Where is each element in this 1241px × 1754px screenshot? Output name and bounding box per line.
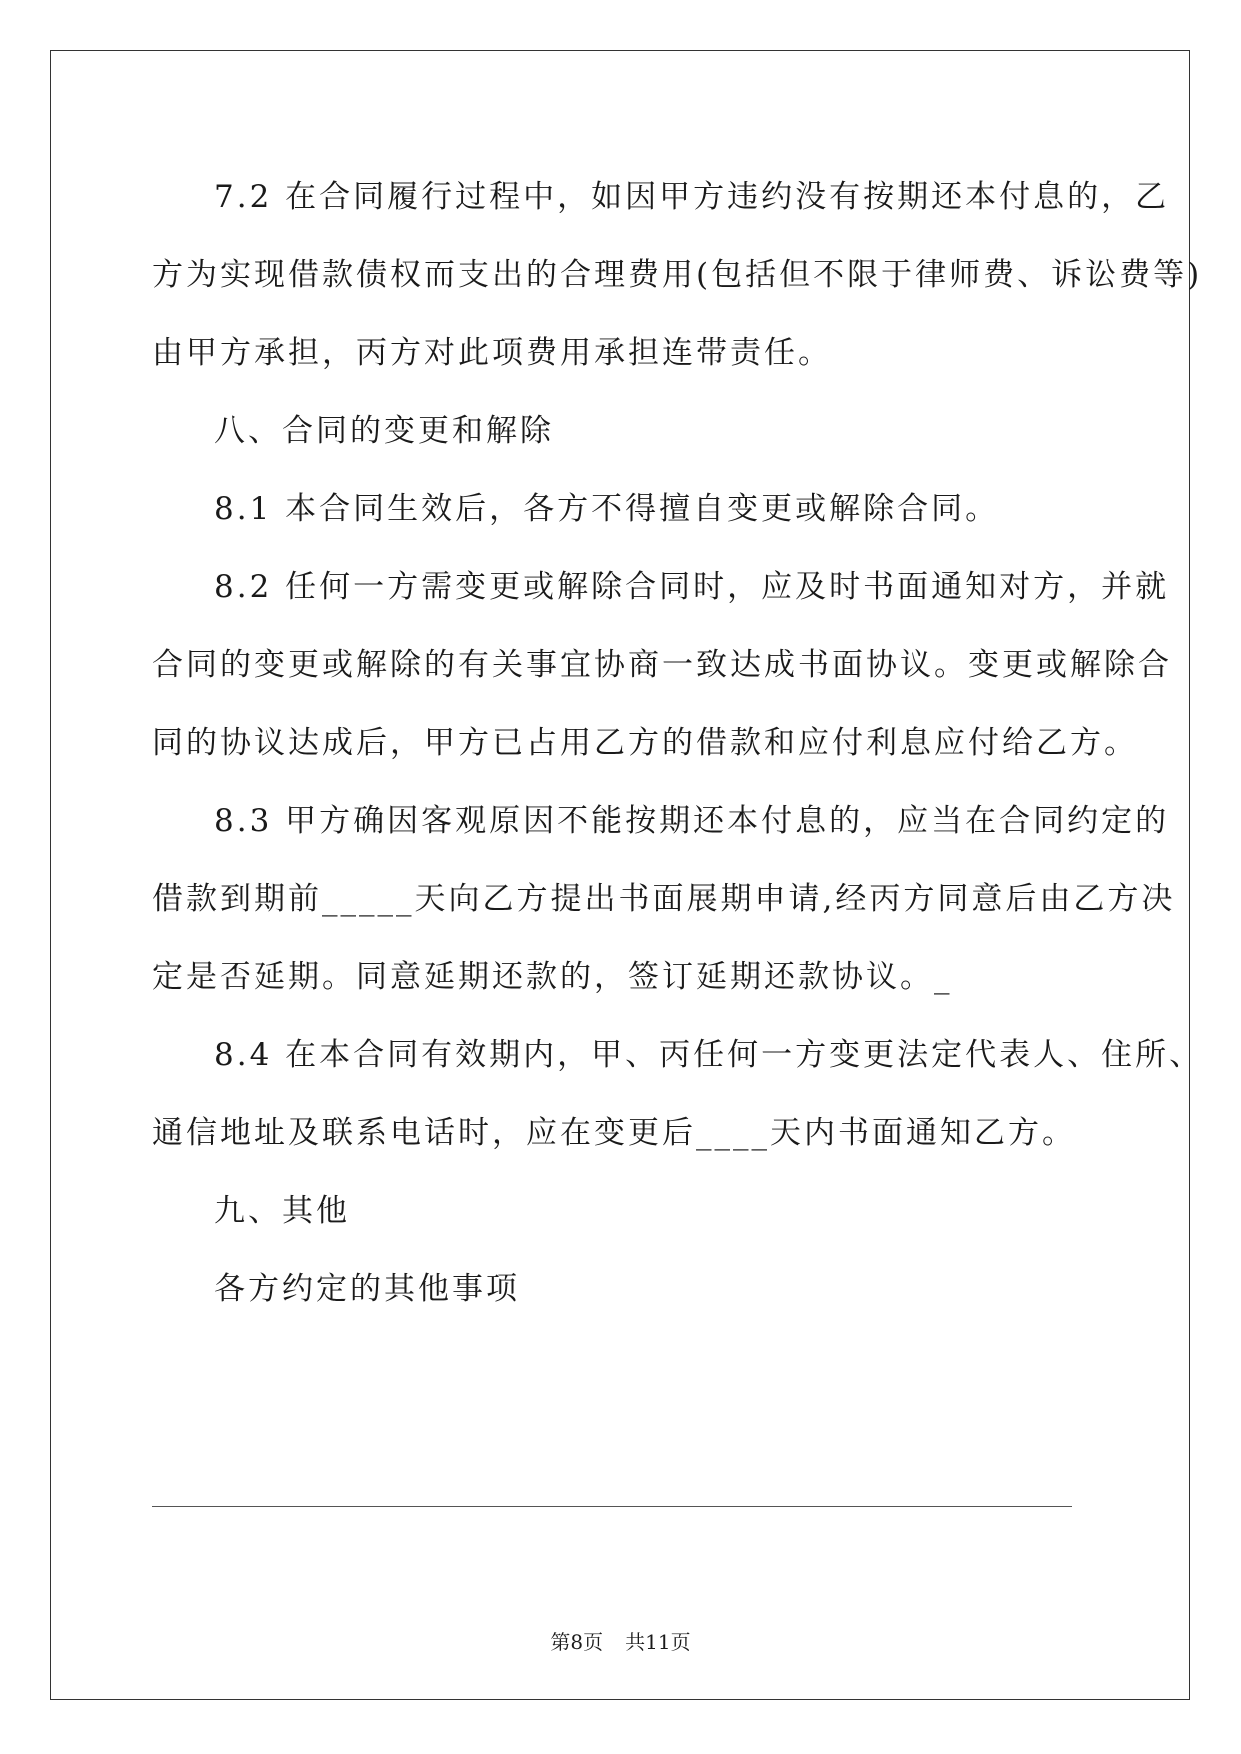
text-line: 同的协议达成后，甲方已占用乙方的借款和应付利息应付给乙方。 — [152, 725, 1138, 761]
page-number-current: 第8页 — [550, 1630, 604, 1654]
text-line: 方为实现借款债权而支出的合理费用(包括但不限于律师费、诉讼费等) — [152, 257, 1203, 293]
text-line: 8.4 在本合同有效期内，甲、丙任何一方变更法定代表人、住所、 — [214, 1037, 1204, 1073]
text-line: 8.1 本合同生效后，各方不得擅自变更或解除合同。 — [214, 491, 1000, 527]
text-line: 借款到期前_____天向乙方提出书面展期申请,经丙方同意后由乙方决 — [152, 881, 1176, 917]
document-body — [152, 158, 1204, 1328]
page-footer — [0, 1630, 1241, 1654]
horizontal-rule — [152, 1506, 1072, 1507]
text-line: 各方约定的其他事项 — [214, 1271, 520, 1307]
text-line: 7.2 在合同履行过程中，如因甲方违约没有按期还本付息的，乙 — [214, 179, 1170, 215]
text-line: 通信地址及联系电话时，应在变更后____天内书面通知乙方。 — [152, 1115, 1076, 1151]
section-heading-8: 八、合同的变更和解除 — [214, 413, 554, 449]
text-line: 定是否延期。同意延期还款的，签订延期还款协议。_ — [152, 959, 953, 995]
text-line: 8.3 甲方确因客观原因不能按期还本付息的，应当在合同约定的 — [214, 803, 1170, 839]
text-line: 由甲方承担，丙方对此项费用承担连带责任。 — [152, 335, 832, 371]
text-line: 8.2 任何一方需变更或解除合同时，应及时书面通知对方，并就 — [214, 569, 1170, 605]
text-line: 合同的变更或解除的有关事宜协商一致达成书面协议。变更或解除合 — [152, 647, 1172, 683]
page-number-total: 共11页 — [625, 1630, 691, 1654]
section-heading-9: 九、其他 — [214, 1193, 350, 1229]
